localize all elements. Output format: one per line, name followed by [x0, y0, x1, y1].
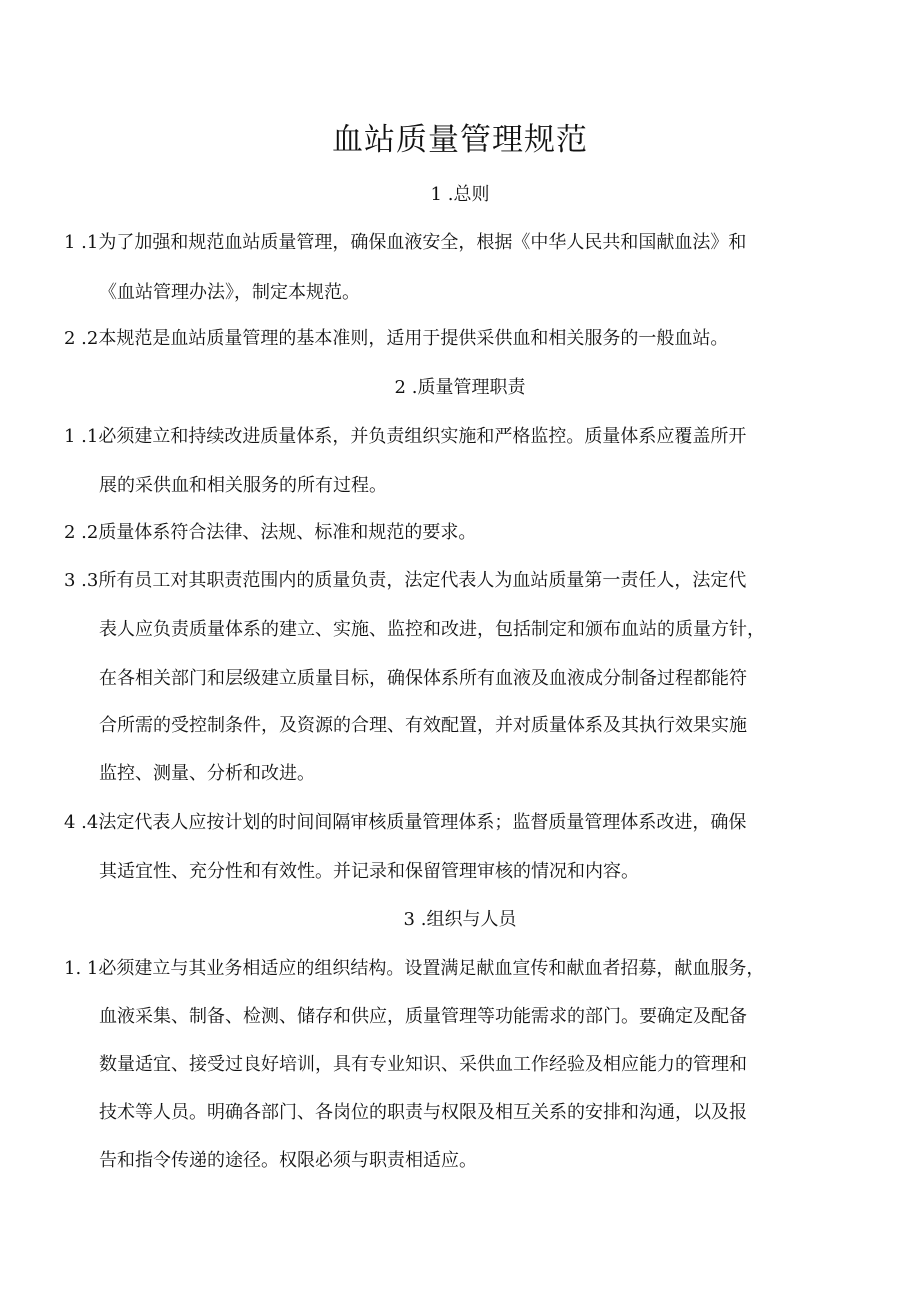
text-line: 监控、测量、分析和改进。	[99, 763, 315, 784]
text-line: 合所需的受控制条件，及资源的合理、有效配置，并对质量体系及其执行效果实施	[99, 715, 747, 736]
text-line: 2 .2本规范是血站质量管理的基本准则，适用于提供采供血和相关服务的一般血站。	[64, 328, 729, 349]
text-line: 数量适宜、接受过良好培训，具有专业知识、采供血工作经验及相应能力的管理和	[99, 1054, 747, 1075]
text-line: 1 .1必须建立和持续改进质量体系，并负责组织实施和严格监控。质量体系应覆盖所开	[64, 426, 747, 447]
text-line: 血液采集、制备、检测、储存和供应，质量管理等功能需求的部门。要确定及配备	[99, 1006, 747, 1027]
text-line: 1. 1必须建立与其业务相适应的组织结构。设置满足献血宣传和献血者招募，献血服务，	[64, 958, 765, 979]
text-line: 1 .1为了加强和规范血站质量管理，确保血液安全，根据《中华人民共和国献血法》和	[64, 232, 747, 253]
text-line: 2 .2质量体系符合法律、法规、标准和规范的要求。	[64, 522, 477, 543]
section-heading: 2 .质量管理职责	[394, 377, 526, 398]
text-line: 展的采供血和相关服务的所有过程。	[99, 475, 387, 496]
section-heading: 1 .总则	[430, 184, 490, 205]
text-line: 告和指令传递的途径。权限必须与职责相适应。	[99, 1150, 477, 1171]
document-title: 血站质量管理规范	[332, 122, 588, 158]
text-line: 《血站管理办法》，制定本规范。	[99, 282, 360, 303]
text-line: 表人应负责质量体系的建立、实施、监控和改进，包括制定和颁布血站的质量方针，	[99, 619, 765, 640]
text-line: 技术等人员。明确各部门、各岗位的职责与权限及相互关系的安排和沟通，以及报	[99, 1102, 747, 1123]
text-line: 在各相关部门和层级建立质量目标，确保体系所有血液及血液成分制备过程都能符	[99, 668, 747, 689]
text-line: 3 .3所有员工对其职责范围内的质量负责，法定代表人为血站质量第一责任人，法定代	[64, 570, 747, 591]
section-heading: 3 .组织与人员	[403, 909, 517, 930]
text-line: 4 .4法定代表人应按计划的时间间隔审核质量管理体系；监督质量管理体系改进，确保	[64, 812, 747, 833]
text-line: 其适宜性、充分性和有效性。并记录和保留管理审核的情况和内容。	[99, 861, 639, 882]
